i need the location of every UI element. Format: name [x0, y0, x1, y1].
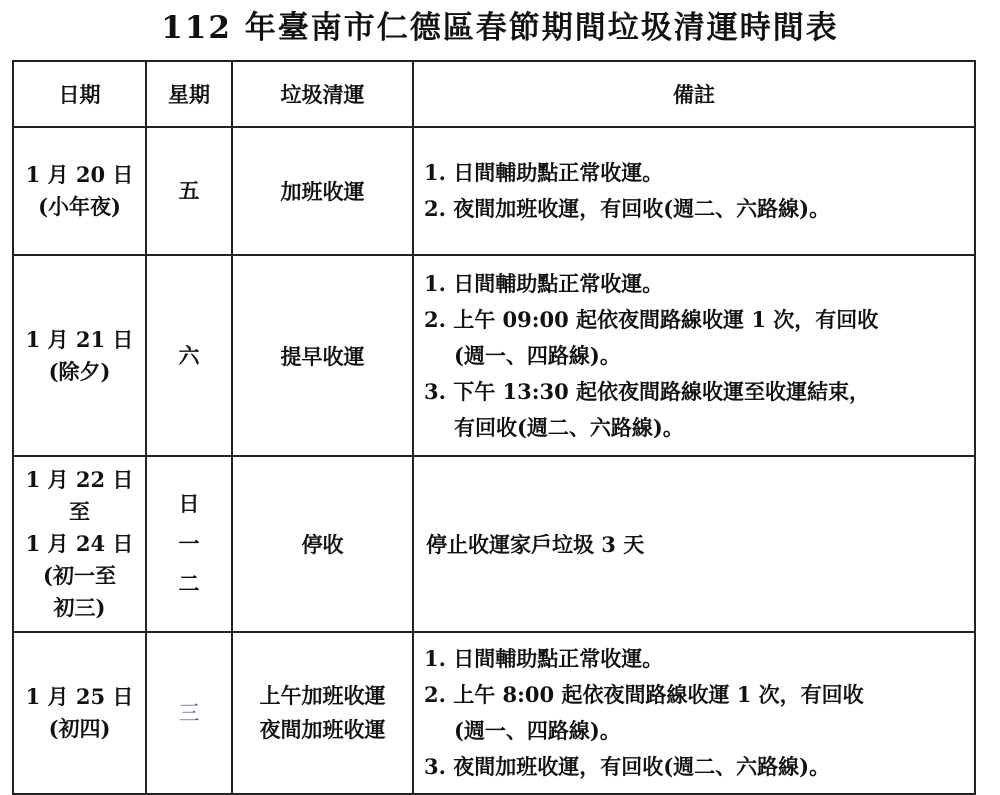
date-cell [13, 632, 146, 794]
header-row [13, 61, 975, 127]
date-line: 1 月 25 日 [25, 684, 134, 709]
table-row [13, 255, 975, 456]
table-row [13, 456, 975, 632]
collection-cell [232, 127, 413, 255]
note-item: 1. 日間輔助點正常收運。 [424, 270, 664, 296]
table-row [13, 632, 975, 794]
weekday-cell [146, 127, 232, 255]
note-item: 3. 夜間加班收運，有回收(週二、六路線)。 [424, 754, 831, 779]
collection-cell [232, 632, 413, 794]
collection-line: 夜間加班收運 [259, 717, 386, 742]
date-cell [13, 127, 146, 255]
header-weekday: 星期 [146, 61, 232, 127]
date-line: 1 月 22 日 [25, 467, 134, 492]
note-continuation: (週一、四路線)。 [454, 342, 621, 368]
collection-line: 停收 [301, 532, 344, 557]
page-title: 112 年臺南市仁德區春節期間垃圾清運時間表 [161, 10, 839, 46]
collection-cell [232, 255, 413, 456]
header-date: 日期 [13, 61, 146, 127]
weekday-cell [146, 255, 232, 456]
remarks-cell [413, 127, 975, 255]
remarks-cell [413, 255, 975, 456]
note-item: 2. 上午 09:00 起依夜間路線收運 1 次，有回收 [424, 306, 879, 332]
note-continuation: 有回收(週二、六路線)。 [454, 414, 684, 440]
weekday-line: 一 [178, 531, 200, 556]
weekday-line: 二 [178, 571, 200, 596]
note-item: 1. 日間輔助點正常收運。 [424, 160, 664, 185]
remarks-cell [413, 456, 975, 632]
header-collection: 垃圾清運 [232, 61, 413, 127]
collection-line: 提早收運 [280, 343, 365, 369]
note-item: 2. 上午 8:00 起依夜間路線收運 1 次，有回收 [424, 682, 864, 707]
date-line: 至 [69, 499, 90, 524]
weekday-line: 日 [178, 491, 200, 516]
date-cell [13, 255, 146, 456]
note-item: 停止收運家戶垃圾 3 天 [426, 532, 645, 557]
weekday-line: 六 [178, 342, 200, 368]
date-line: 1 月 21 日 [25, 326, 134, 352]
note-item: 1. 日間輔助點正常收運。 [424, 646, 664, 671]
collection-line: 上午加班收運 [259, 683, 386, 708]
note-item: 3. 下午 13:30 起依夜間路線收運至收運結束， [424, 378, 871, 404]
schedule-table [12, 60, 976, 795]
date-cell [13, 456, 146, 632]
header-remarks: 備註 [413, 61, 975, 127]
date-line: (小年夜) [38, 194, 121, 219]
note-item: 2. 夜間加班收運，有回收(週二、六路線)。 [424, 196, 831, 221]
date-line: (初一至 [43, 563, 116, 588]
collection-line: 加班收運 [280, 179, 365, 204]
table-row [13, 127, 975, 255]
date-line: 初三) [53, 595, 106, 620]
remarks-cell [413, 632, 975, 794]
note-continuation: (週一、四路線)。 [454, 718, 621, 743]
weekday-line: 五 [178, 178, 200, 203]
weekday-cell [146, 632, 232, 794]
date-line: 1 月 20 日 [25, 162, 134, 187]
date-line: (初四) [48, 716, 111, 741]
date-line: (除夕) [48, 358, 111, 384]
weekday-line: 三 [178, 701, 200, 725]
collection-cell [232, 456, 413, 632]
weekday-cell [146, 456, 232, 632]
date-line: 1 月 24 日 [25, 531, 134, 556]
